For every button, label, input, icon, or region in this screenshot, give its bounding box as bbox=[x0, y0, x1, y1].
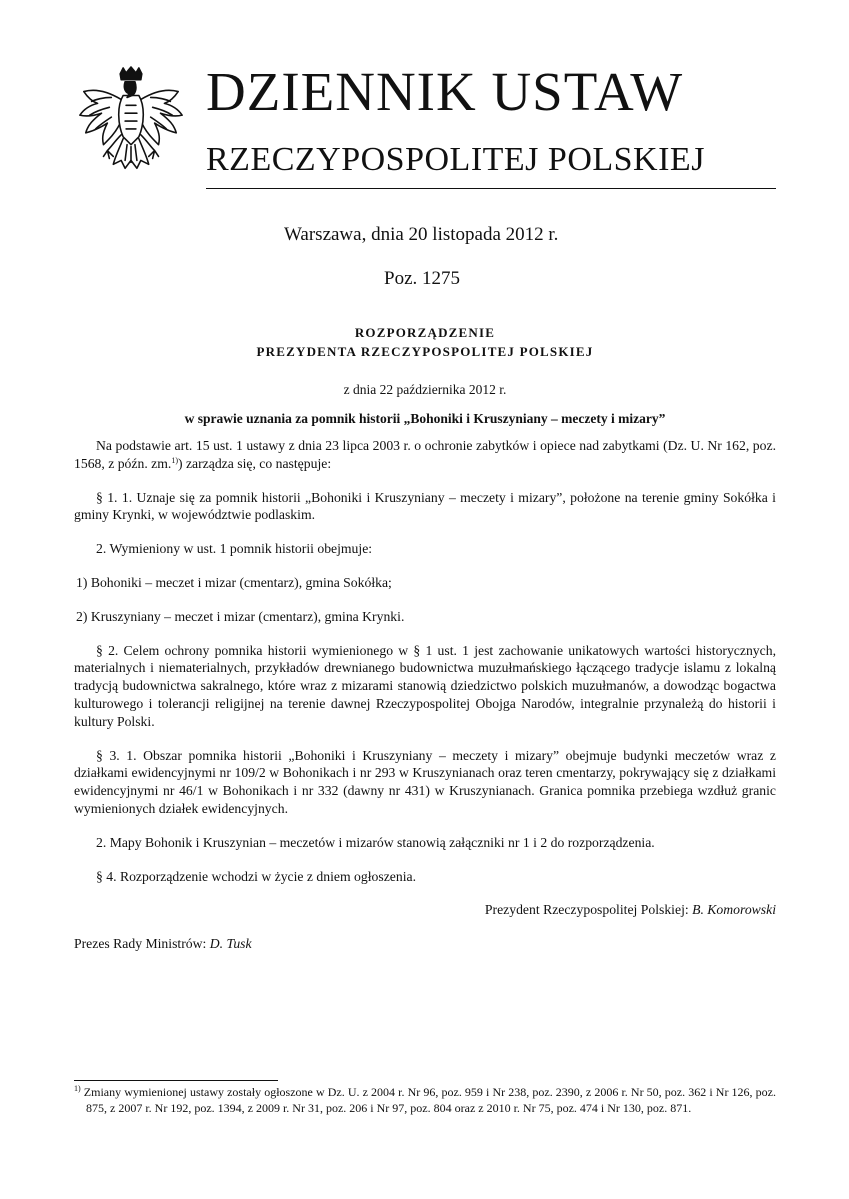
prime-minister-signature bbox=[74, 935, 776, 953]
paragraph-3-section-2: 2. Mapy Bohonik i Kruszynian – meczetów i mizarów stanowią załączniki nr 1 i 2 do rozporządzenia. bbox=[96, 834, 655, 850]
president-signature bbox=[74, 901, 776, 919]
act-body bbox=[74, 437, 776, 969]
president-name: B. Komorowski bbox=[692, 902, 776, 918]
paragraph-4: § 4. Rozporządzenie wchodzi w życie z dniem ogłoszenia. bbox=[96, 868, 417, 884]
journal-subtitle: RZECZYPOSPOLITEJ POLSKIEJ bbox=[206, 141, 705, 178]
president-role: Prezydent Rzeczypospolitej Polskiej: bbox=[484, 902, 693, 918]
list-item: 1) Bohoniki – meczet i mizar (cmentarz), gmina Sokółka; bbox=[76, 574, 392, 590]
preamble-text-end: ) zarządza się, co następuje: bbox=[177, 455, 332, 471]
polish-eagle-emblem-icon bbox=[72, 66, 190, 184]
act-issuer: PREZYDENTA RZECZYPOSPOLITEJ POLSKIEJ bbox=[256, 344, 594, 359]
footnote bbox=[74, 1085, 776, 1116]
paragraph-2: § 2. Celem ochrony pomnika historii wymienionego w § 1 ust. 1 jest zachowanie unikatowych wartości historycznych, materialnych i niematerialnych, przykładów drewnianego budownictwa muzułmańskiego łączącego tradycje islamu z lokalną tradycją budownictwa sakralnego, które wraz z mizarami stanowią dziedzictwo polskich muzułmanów, a dowodząc bogactwa kulturowego i tolerancji religijnej na terenie dawnej Rzeczypospolitej Obojga Narodów, integralnie przynależą do historii i kultury Polski. bbox=[74, 642, 776, 729]
footnote-divider bbox=[74, 1080, 278, 1081]
list-item: 2) Kruszyniany – meczet i mizar (cmentarz), gmina Krynki. bbox=[76, 608, 405, 624]
footnote-reference: 1) bbox=[171, 455, 178, 465]
footnote-marker: 1) bbox=[74, 1084, 81, 1093]
issue-place-date: Warszawa, dnia 20 listopada 2012 r. bbox=[284, 224, 559, 245]
issue-position: Poz. 1275 bbox=[384, 268, 460, 289]
act-subject: w sprawie uznania za pomnik historii „Bohoniki i Kruszyniany – meczety i mizary” bbox=[184, 411, 666, 426]
paragraph-3-section-1: § 3. 1. Obszar pomnika historii „Bohoniki i Kruszyniany – meczety i mizary” obejmuje budynki meczetów wraz z działkami ewidencyjnymi nr 109/2 w Bohonikach i nr 293 w Kruszynianach oraz teren cmentarzy, pokrywający się z działkami ewidencyjnymi nr 46/1 w Bohonikach i nr 332 (dawny nr 431) w Kruszynianach. Granica pomnika przebiega wzdłuż granic wymienionych działek ewidencyjnych. bbox=[74, 747, 776, 816]
prime-minister-role: Prezes Rady Ministrów: bbox=[74, 936, 210, 952]
preamble-text: Na podstawie art. 15 ust. 1 ustawy z dnia 23 lipca 2003 r. o ochronie zabytków i opiece nad zabytkami (Dz. U. Nr 162, poz. 1568, z późn. zm. bbox=[74, 438, 776, 471]
paragraph-1-section-2: 2. Wymieniony w ust. 1 pomnik historii obejmuje: bbox=[96, 541, 373, 557]
act-date: z dnia 22 października 2012 r. bbox=[343, 382, 507, 397]
masthead-divider bbox=[206, 188, 776, 189]
prime-minister-name: D. Tusk bbox=[209, 936, 252, 952]
journal-title: DZIENNIK USTAW bbox=[206, 61, 684, 122]
preamble bbox=[74, 437, 776, 473]
paragraph-1-section-1: § 1. 1. Uznaje się za pomnik historii „Bohoniki i Kruszyniany – meczety i mizary”, położone na terenie gminy Sokółka i gminy Krynki, w województwie podlaskim. bbox=[74, 489, 776, 523]
act-type: ROZPORZĄDZENIE bbox=[354, 325, 496, 340]
footnote-text: Zmiany wymienionej ustawy zostały ogłoszone w Dz. U. z 2004 r. Nr 96, poz. 959 i Nr 238, poz. 2390, z 2006 r. Nr 50, poz. 362 i Nr 126, poz. 875, z 2007 r. Nr 192, poz. 1394, z 2009 r. Nr 31, poz. 206 i Nr 97, poz. 804 oraz z 2010 r. Nr 75, poz. 474 i Nr 130, poz. 871. bbox=[80, 1085, 776, 1115]
